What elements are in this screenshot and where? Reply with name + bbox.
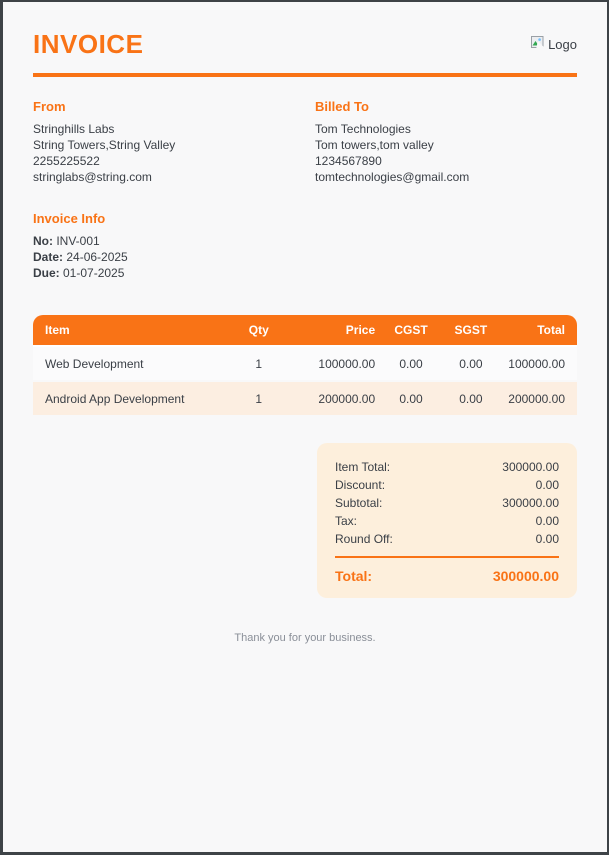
- cell-cgst: 0.00: [381, 347, 441, 382]
- billed-to-email: tomtechnologies@gmail.com: [315, 170, 470, 184]
- cell-total: 100000.00: [501, 347, 577, 382]
- from-lines: [33, 121, 315, 185]
- billed-to-phone: 1234567890: [315, 154, 382, 168]
- cell-item: Android App Development: [33, 382, 229, 417]
- invoice-info-block: [33, 211, 577, 281]
- invoice-header: [33, 2, 577, 58]
- cell-total: 200000.00: [501, 382, 577, 417]
- summary-divider: [335, 556, 559, 558]
- cell-sgst: 0.00: [441, 347, 501, 382]
- invoice-page: [3, 2, 607, 644]
- summary-roundoff-row: [335, 530, 559, 548]
- summary-total-row: [335, 568, 559, 584]
- header-qty: Qty: [229, 315, 289, 347]
- from-email: stringlabs@string.com: [33, 170, 152, 184]
- summary-tax-label: Tax:: [335, 514, 358, 528]
- billed-to-lines: [315, 121, 577, 185]
- from-block: [33, 99, 315, 185]
- invoice-due-label: Due:: [33, 266, 60, 280]
- summary-tax-value: 0.00: [535, 514, 559, 528]
- cell-qty: 1: [229, 382, 289, 417]
- summary-roundoff-label: Round Off:: [335, 532, 393, 546]
- cell-cgst: 0.00: [381, 382, 441, 417]
- from-address: String Towers,String Valley: [33, 138, 176, 152]
- summary-discount-value: 0.00: [535, 478, 559, 492]
- summary-tax-row: [335, 512, 559, 530]
- table-row: [33, 347, 577, 382]
- footer-note: Thank you for your business.: [234, 632, 376, 644]
- summary-subtotal-label: Subtotal:: [335, 496, 383, 510]
- header-sgst: SGST: [441, 315, 501, 347]
- invoice-number-row: [33, 233, 577, 249]
- invoice-number-value: INV-001: [53, 234, 100, 248]
- items-table-header-row: [33, 315, 577, 347]
- page-title: INVOICE: [33, 29, 144, 59]
- summary-total-value: 300000.00: [492, 568, 559, 584]
- invoice-info-heading: Invoice Info: [33, 211, 106, 226]
- summary-item-total-value: 300000.00: [502, 460, 559, 474]
- header-price: Price: [289, 315, 381, 347]
- billed-to-block: [315, 99, 577, 185]
- header-item: Item: [33, 315, 229, 347]
- broken-image-icon: [531, 36, 547, 53]
- summary-discount-label: Discount:: [335, 478, 386, 492]
- items-table: [33, 315, 577, 417]
- address-section: [33, 99, 577, 185]
- header-total: Total: [501, 315, 577, 347]
- summary-subtotal-value: 300000.00: [502, 496, 559, 510]
- invoice-number-label: No:: [33, 234, 53, 248]
- cell-sgst: 0.00: [441, 382, 501, 417]
- items-table-header: [33, 315, 577, 347]
- cell-qty: 1: [229, 347, 289, 382]
- summary-subtotal-row: [335, 494, 559, 512]
- from-phone: 2255225522: [33, 154, 100, 168]
- summary-discount-row: [335, 476, 559, 494]
- invoice-date-row: [33, 249, 577, 265]
- logo: [531, 36, 577, 53]
- header-divider: [33, 73, 577, 77]
- summary-total-label: Total:: [335, 568, 373, 584]
- table-row: [33, 382, 577, 417]
- cell-price: 100000.00: [289, 347, 381, 382]
- cell-price: 200000.00: [289, 382, 381, 417]
- summary-item-total-label: Item Total:: [335, 460, 391, 474]
- logo-alt-text: Logo: [548, 36, 577, 52]
- billed-to-heading: Billed To: [315, 99, 369, 114]
- from-company: Stringhills Labs: [33, 122, 115, 136]
- summary-item-total-row: [335, 458, 559, 476]
- invoice-due-value: 01-07-2025: [59, 266, 125, 280]
- summary-roundoff-value: 0.00: [535, 532, 559, 546]
- cell-item: Web Development: [33, 347, 229, 382]
- header-cgst: CGST: [381, 315, 441, 347]
- summary-box: [317, 443, 577, 598]
- from-heading: From: [33, 99, 66, 114]
- billed-to-address: Tom towers,tom valley: [315, 138, 434, 152]
- invoice-due-row: [33, 265, 577, 281]
- invoice-date-value: 24-06-2025: [63, 250, 128, 264]
- invoice-info-rows: [33, 233, 577, 281]
- billed-to-company: Tom Technologies: [315, 122, 411, 136]
- invoice-date-label: Date:: [33, 250, 64, 264]
